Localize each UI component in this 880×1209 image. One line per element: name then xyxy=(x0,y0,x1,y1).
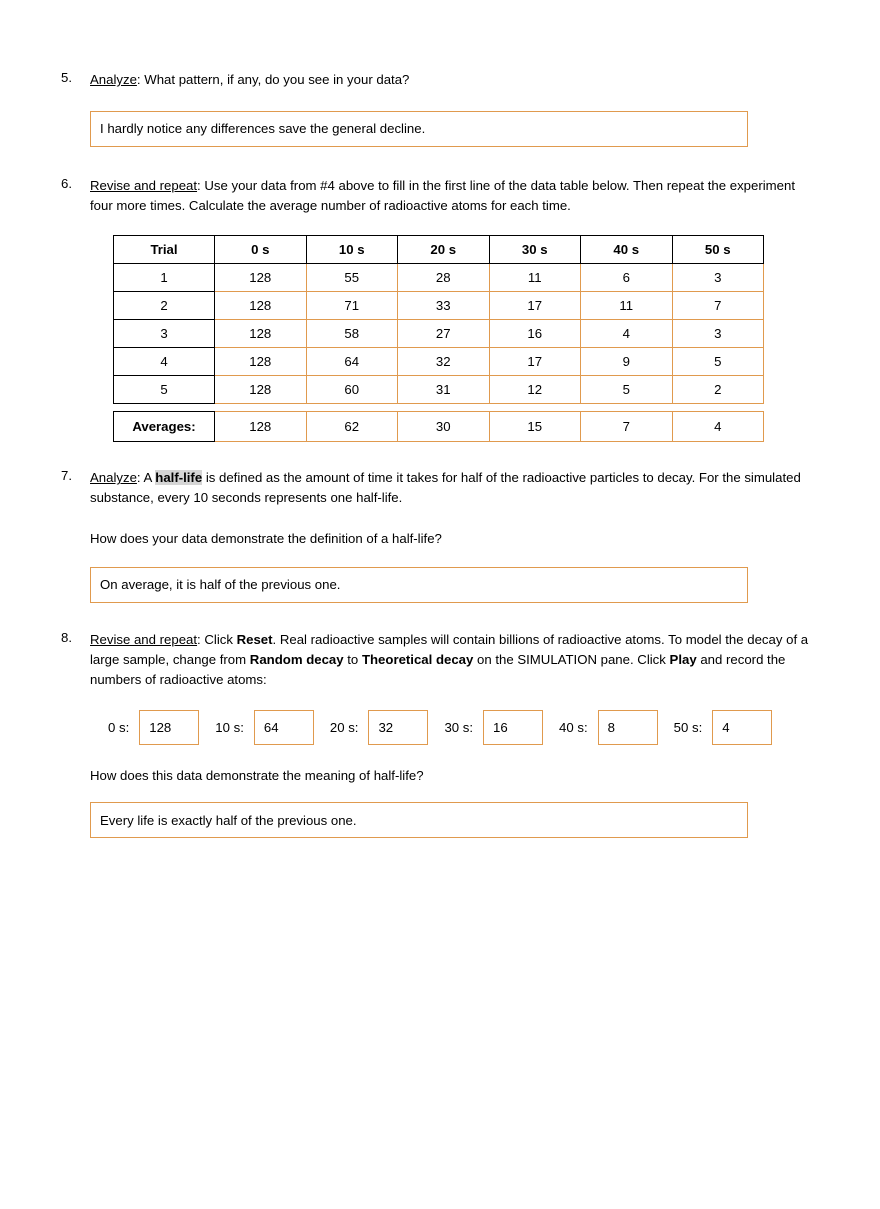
item-8-t2: . Real radioactive samples will contain billions of radioactive atoms. To model the decay of a large sample, change from xyxy=(90,631,809,667)
averages-label: Averages: xyxy=(114,412,215,442)
random-decay-term: Random decay xyxy=(249,651,344,667)
average-value[interactable]: 4 xyxy=(672,412,764,442)
theoretical-values-row xyxy=(108,710,880,745)
time-label-40s: 40 s: xyxy=(559,720,588,736)
item-6-number: 6. xyxy=(61,175,72,191)
item-5-number: 5. xyxy=(61,70,72,85)
col-header-10s: 10 s xyxy=(306,236,398,264)
table-header-row xyxy=(114,236,764,264)
item-7 xyxy=(0,468,880,508)
cell-value[interactable]: 9 xyxy=(581,348,673,376)
play-term: Play xyxy=(669,651,697,667)
time-label-30s: 30 s: xyxy=(444,720,474,736)
time-value-40s: 8 xyxy=(607,720,615,736)
col-header-50s: 50 s xyxy=(672,236,764,264)
item-8-t4: on the SIMULATION pane. Click xyxy=(473,651,670,667)
answer-text-5: I hardly notice any differences save the general decline. xyxy=(100,121,426,137)
table-gap xyxy=(113,404,763,411)
answer-box-5[interactable] xyxy=(90,111,748,147)
cell-value[interactable]: 64 xyxy=(306,348,398,376)
item-8-question xyxy=(90,768,880,783)
item-7-text xyxy=(90,468,818,508)
col-header-0s: 0 s xyxy=(215,236,307,264)
time-label-50s: 50 s: xyxy=(673,720,703,736)
cell-value[interactable]: 32 xyxy=(398,348,490,376)
cell-value[interactable]: 58 xyxy=(306,320,398,348)
item-5 xyxy=(0,70,880,90)
item-7-text-after: is defined as the amount of time it takes for half of the radioactive particles to decay. For the simulated substance, every 10 seconds represents one half-life. xyxy=(90,470,801,506)
trial-label: 1 xyxy=(114,264,215,292)
table-row xyxy=(114,348,764,376)
item-7-question xyxy=(90,531,880,546)
item-8-question-text: How does this data demonstrate the meaning of half-life? xyxy=(90,768,424,784)
time-value-0s: 128 xyxy=(149,720,172,736)
item-8-number: 8. xyxy=(61,629,72,645)
table-row xyxy=(114,292,764,320)
cell-value[interactable]: 16 xyxy=(489,320,581,348)
cell-value[interactable]: 7 xyxy=(672,292,764,320)
average-value[interactable]: 128 xyxy=(215,412,307,442)
time-value-box-30s[interactable] xyxy=(483,710,543,745)
cell-value[interactable]: 28 xyxy=(398,264,490,292)
item-6-prompt: : Use your data from #4 above to fill in the first line of the data table below. Then repeat the experiment four more times. Calculate the average number of radioactive atoms for each time. xyxy=(90,177,795,213)
item-6 xyxy=(0,176,880,216)
time-value-box-0s[interactable] xyxy=(139,710,199,745)
item-5-prompt: : What pattern, if any, do you see in your data? xyxy=(136,72,410,87)
cell-value[interactable]: 11 xyxy=(489,264,581,292)
cell-value[interactable]: 60 xyxy=(306,376,398,404)
theoretical-decay-term: Theoretical decay xyxy=(361,651,474,667)
cell-value[interactable]: 17 xyxy=(489,292,581,320)
item-6-label: Revise and repeat xyxy=(90,177,198,193)
item-7-label: Analyze xyxy=(90,470,137,486)
answer-box-7[interactable] xyxy=(90,567,748,603)
reset-term: Reset xyxy=(236,631,273,647)
cell-value[interactable]: 4 xyxy=(581,320,673,348)
cell-value[interactable]: 12 xyxy=(489,376,581,404)
cell-value[interactable]: 11 xyxy=(581,292,673,320)
item-8 xyxy=(0,630,880,689)
time-value-10s: 64 xyxy=(263,720,279,736)
cell-value[interactable]: 33 xyxy=(398,292,490,320)
trials-table xyxy=(113,235,764,404)
half-life-highlight: half-life xyxy=(155,470,203,486)
average-value[interactable]: 15 xyxy=(489,412,581,442)
item-8-t1: : Click xyxy=(197,631,237,647)
table-row xyxy=(114,264,764,292)
time-value-box-10s[interactable] xyxy=(254,710,314,745)
averages-row xyxy=(114,412,764,442)
item-8-text xyxy=(90,630,818,689)
average-value[interactable]: 30 xyxy=(398,412,490,442)
cell-value[interactable]: 17 xyxy=(489,348,581,376)
cell-value[interactable]: 2 xyxy=(672,376,764,404)
trial-label: 5 xyxy=(114,376,215,404)
averages-table xyxy=(113,411,764,442)
cell-value[interactable]: 27 xyxy=(398,320,490,348)
cell-value[interactable]: 71 xyxy=(306,292,398,320)
cell-value[interactable]: 3 xyxy=(672,264,764,292)
answer-text-7: On average, it is half of the previous one. xyxy=(100,577,341,593)
item-8-label: Revise and repeat xyxy=(90,631,198,647)
trial-label: 4 xyxy=(114,348,215,376)
cell-value[interactable]: 128 xyxy=(215,320,307,348)
item-7-question-text: How does your data demonstrate the definition of a half-life? xyxy=(90,530,442,546)
table-row xyxy=(114,376,764,404)
time-value-box-50s[interactable] xyxy=(712,710,772,745)
item-7-number: 7. xyxy=(61,468,72,484)
answer-text-8: Every life is exactly half of the previous one. xyxy=(100,812,357,828)
time-label-0s: 0 s: xyxy=(108,720,130,736)
cell-value[interactable]: 3 xyxy=(672,320,764,348)
trial-label: 2 xyxy=(114,292,215,320)
col-header-20s: 20 s xyxy=(398,236,490,264)
item-7-text-before: : A xyxy=(136,470,156,486)
item-6-text xyxy=(90,176,818,216)
item-5-label: Analyze xyxy=(90,72,137,87)
table-row xyxy=(114,320,764,348)
cell-value[interactable]: 55 xyxy=(306,264,398,292)
decay-data-table xyxy=(113,235,763,442)
time-value-50s: 4 xyxy=(722,720,730,736)
cell-value[interactable]: 128 xyxy=(215,348,307,376)
cell-value[interactable]: 5 xyxy=(581,376,673,404)
cell-value[interactable]: 6 xyxy=(581,264,673,292)
average-value[interactable]: 62 xyxy=(306,412,398,442)
col-header-30s: 30 s xyxy=(489,236,581,264)
cell-value[interactable]: 31 xyxy=(398,376,490,404)
time-value-30s: 16 xyxy=(493,720,508,736)
time-value-20s: 32 xyxy=(378,720,394,736)
worksheet-page xyxy=(0,70,880,1209)
time-value-box-20s[interactable] xyxy=(368,710,428,745)
cell-value[interactable]: 128 xyxy=(215,292,307,320)
item-8-t5: and record the numbers of radioactive atoms: xyxy=(90,651,786,687)
cell-value[interactable]: 128 xyxy=(215,264,307,292)
col-header-40s: 40 s xyxy=(581,236,673,264)
item-8-t3: to xyxy=(343,651,362,667)
answer-box-8[interactable] xyxy=(90,802,748,838)
average-value[interactable]: 7 xyxy=(581,412,673,442)
time-value-box-40s[interactable] xyxy=(598,710,658,745)
cell-value[interactable]: 128 xyxy=(215,376,307,404)
trial-label: 3 xyxy=(114,320,215,348)
time-label-20s: 20 s: xyxy=(329,720,359,736)
item-5-text xyxy=(90,70,818,90)
cell-value[interactable]: 5 xyxy=(672,348,764,376)
time-label-10s: 10 s: xyxy=(215,720,244,736)
col-header-trial: Trial xyxy=(114,236,215,264)
